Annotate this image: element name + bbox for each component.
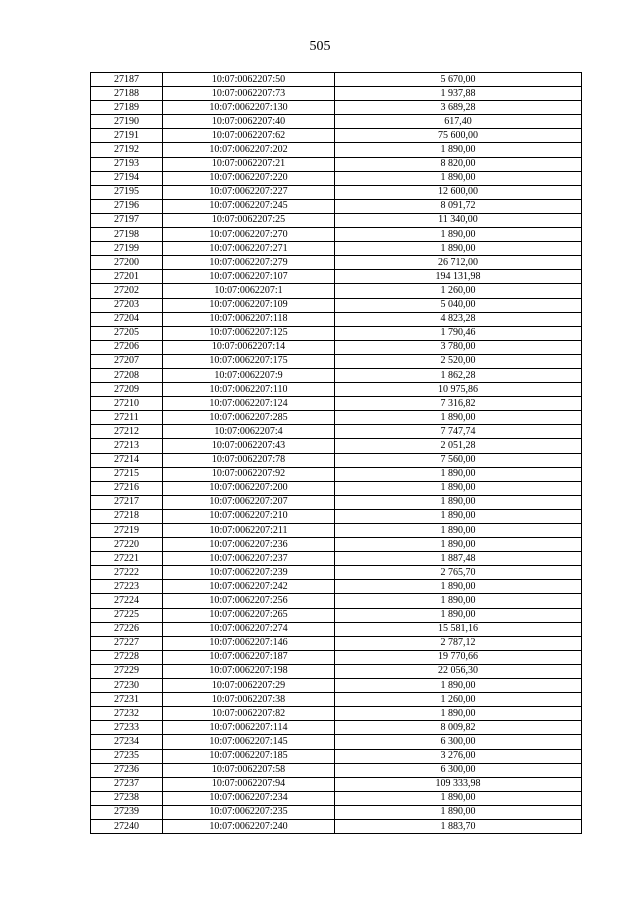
table-row [91,312,582,326]
table-row [91,805,582,819]
amount-cell: 1 890,00 [335,538,582,552]
table-row [91,256,582,270]
cadastral-number-cell: 10:07:0062207:227 [163,185,335,199]
amount-cell: 1 890,00 [335,580,582,594]
row-number-cell: 27200 [91,256,163,270]
amount-cell: 2 051,28 [335,439,582,453]
row-number-cell: 27225 [91,608,163,622]
table-row [91,650,582,664]
amount-cell: 1 890,00 [335,495,582,509]
row-number-cell: 27237 [91,777,163,791]
table-row [91,397,582,411]
row-number-cell: 27189 [91,101,163,115]
row-number-cell: 27218 [91,509,163,523]
table-row [91,777,582,791]
row-number-cell: 27223 [91,580,163,594]
amount-cell: 1 890,00 [335,524,582,538]
table-row [91,340,582,354]
table-row [91,439,582,453]
table-row [91,368,582,382]
cadastral-number-cell: 10:07:0062207:187 [163,650,335,664]
amount-cell: 5 670,00 [335,73,582,87]
row-number-cell: 27214 [91,453,163,467]
amount-cell: 6 300,00 [335,763,582,777]
amount-cell: 1 890,00 [335,679,582,693]
row-number-cell: 27217 [91,495,163,509]
amount-cell: 10 975,86 [335,383,582,397]
row-number-cell: 27206 [91,340,163,354]
cadastral-number-cell: 10:07:0062207:124 [163,397,335,411]
table-row [91,721,582,735]
row-number-cell: 27220 [91,538,163,552]
table-row [91,679,582,693]
cadastral-number-cell: 10:07:0062207:236 [163,538,335,552]
table-row [91,580,582,594]
row-number-cell: 27219 [91,524,163,538]
cadastral-number-cell: 10:07:0062207:118 [163,312,335,326]
row-number-cell: 27227 [91,636,163,650]
row-number-cell: 27207 [91,354,163,368]
page-number: 505 [309,39,331,54]
amount-cell: 2 787,12 [335,636,582,650]
cadastral-number-cell: 10:07:0062207:109 [163,298,335,312]
amount-cell: 7 560,00 [335,453,582,467]
cadastral-number-cell: 10:07:0062207:21 [163,157,335,171]
row-number-cell: 27222 [91,566,163,580]
amount-cell: 1 890,00 [335,608,582,622]
cadastral-number-cell: 10:07:0062207:125 [163,326,335,340]
amount-cell: 617,40 [335,115,582,129]
cadastral-number-cell: 10:07:0062207:211 [163,524,335,538]
row-number-cell: 27202 [91,284,163,298]
cadastral-number-cell: 10:07:0062207:43 [163,439,335,453]
row-number-cell: 27188 [91,87,163,101]
table-row [91,425,582,439]
amount-cell: 2 520,00 [335,354,582,368]
amount-cell: 1 890,00 [335,467,582,481]
amount-cell: 1 890,00 [335,411,582,425]
cadastral-number-cell: 10:07:0062207:271 [163,242,335,256]
row-number-cell: 27195 [91,185,163,199]
cadastral-number-cell: 10:07:0062207:29 [163,679,335,693]
cadastral-number-cell: 10:07:0062207:202 [163,143,335,157]
row-number-cell: 27204 [91,312,163,326]
cadastral-number-cell: 10:07:0062207:110 [163,383,335,397]
row-number-cell: 27221 [91,552,163,566]
amount-cell: 3 276,00 [335,749,582,763]
amount-cell: 1 790,46 [335,326,582,340]
data-table [90,72,582,834]
cadastral-number-cell: 10:07:0062207:82 [163,707,335,721]
row-number-cell: 27236 [91,763,163,777]
cadastral-number-cell: 10:07:0062207:240 [163,819,335,833]
amount-cell: 26 712,00 [335,256,582,270]
table-row [91,693,582,707]
amount-cell: 1 887,48 [335,552,582,566]
cadastral-number-cell: 10:07:0062207:200 [163,481,335,495]
table-row [91,608,582,622]
cadastral-number-cell: 10:07:0062207:1 [163,284,335,298]
table-row [91,707,582,721]
row-number-cell: 27210 [91,397,163,411]
row-number-cell: 27239 [91,805,163,819]
row-number-cell: 27190 [91,115,163,129]
table-row [91,213,582,227]
amount-cell: 15 581,16 [335,622,582,636]
cadastral-number-cell: 10:07:0062207:210 [163,509,335,523]
cadastral-number-cell: 10:07:0062207:279 [163,256,335,270]
row-number-cell: 27215 [91,467,163,481]
cadastral-number-cell: 10:07:0062207:242 [163,580,335,594]
row-number-cell: 27198 [91,228,163,242]
amount-cell: 1 890,00 [335,509,582,523]
cadastral-number-cell: 10:07:0062207:235 [163,805,335,819]
cadastral-number-cell: 10:07:0062207:78 [163,453,335,467]
table-row [91,242,582,256]
cadastral-number-cell: 10:07:0062207:237 [163,552,335,566]
amount-cell: 1 890,00 [335,171,582,185]
cadastral-number-cell: 10:07:0062207:4 [163,425,335,439]
table-row [91,524,582,538]
table-row [91,622,582,636]
table-row [91,664,582,678]
cadastral-number-cell: 10:07:0062207:73 [163,87,335,101]
cadastral-number-cell: 10:07:0062207:130 [163,101,335,115]
row-number-cell: 27212 [91,425,163,439]
table-row [91,467,582,481]
table-row [91,509,582,523]
row-number-cell: 27216 [91,481,163,495]
amount-cell: 11 340,00 [335,213,582,227]
row-number-cell: 27193 [91,157,163,171]
table-row [91,199,582,213]
cadastral-number-cell: 10:07:0062207:94 [163,777,335,791]
cadastral-number-cell: 10:07:0062207:92 [163,467,335,481]
row-number-cell: 27211 [91,411,163,425]
row-number-cell: 27224 [91,594,163,608]
table-row [91,115,582,129]
row-number-cell: 27208 [91,368,163,382]
table-row [91,354,582,368]
row-number-cell: 27199 [91,242,163,256]
table-row [91,566,582,580]
table-row [91,143,582,157]
cadastral-number-cell: 10:07:0062207:274 [163,622,335,636]
amount-cell: 6 300,00 [335,735,582,749]
table-row [91,298,582,312]
amount-cell: 1 890,00 [335,594,582,608]
cadastral-number-cell: 10:07:0062207:245 [163,199,335,213]
row-number-cell: 27229 [91,664,163,678]
row-number-cell: 27209 [91,383,163,397]
amount-cell: 75 600,00 [335,129,582,143]
table-row [91,411,582,425]
row-number-cell: 27228 [91,650,163,664]
row-number-cell: 27235 [91,749,163,763]
row-number-cell: 27192 [91,143,163,157]
table-row [91,270,582,284]
cadastral-number-cell: 10:07:0062207:38 [163,693,335,707]
amount-cell: 1 890,00 [335,791,582,805]
row-number-cell: 27201 [91,270,163,284]
table-row [91,495,582,509]
amount-cell: 1 937,88 [335,87,582,101]
cadastral-number-cell: 10:07:0062207:185 [163,749,335,763]
row-number-cell: 27230 [91,679,163,693]
table-body [91,73,582,834]
amount-cell: 1 883,70 [335,819,582,833]
table-row [91,735,582,749]
table-row [91,481,582,495]
row-number-cell: 27196 [91,199,163,213]
row-number-cell: 27187 [91,73,163,87]
row-number-cell: 27240 [91,819,163,833]
table-row [91,552,582,566]
table-row [91,228,582,242]
table-row [91,636,582,650]
cadastral-number-cell: 10:07:0062207:14 [163,340,335,354]
amount-cell: 1 890,00 [335,481,582,495]
amount-cell: 7 316,82 [335,397,582,411]
cadastral-number-cell: 10:07:0062207:285 [163,411,335,425]
cadastral-number-cell: 10:07:0062207:265 [163,608,335,622]
amount-cell: 1 890,00 [335,228,582,242]
cadastral-number-cell: 10:07:0062207:175 [163,354,335,368]
amount-cell: 1 862,28 [335,368,582,382]
amount-cell: 8 091,72 [335,199,582,213]
cadastral-number-cell: 10:07:0062207:62 [163,129,335,143]
cadastral-number-cell: 10:07:0062207:50 [163,73,335,87]
amount-cell: 1 890,00 [335,242,582,256]
table-row [91,101,582,115]
amount-cell: 194 131,98 [335,270,582,284]
cadastral-number-cell: 10:07:0062207:107 [163,270,335,284]
amount-cell: 1 890,00 [335,707,582,721]
table-row [91,763,582,777]
row-number-cell: 27232 [91,707,163,721]
amount-cell: 7 747,74 [335,425,582,439]
amount-cell: 109 333,98 [335,777,582,791]
amount-cell: 22 056,30 [335,664,582,678]
table-row [91,383,582,397]
table-row [91,453,582,467]
cadastral-number-cell: 10:07:0062207:25 [163,213,335,227]
amount-cell: 1 890,00 [335,143,582,157]
amount-cell: 1 890,00 [335,805,582,819]
row-number-cell: 27233 [91,721,163,735]
cadastral-number-cell: 10:07:0062207:234 [163,791,335,805]
amount-cell: 12 600,00 [335,185,582,199]
cadastral-number-cell: 10:07:0062207:256 [163,594,335,608]
row-number-cell: 27213 [91,439,163,453]
amount-cell: 2 765,70 [335,566,582,580]
table-row [91,594,582,608]
amount-cell: 1 260,00 [335,693,582,707]
cadastral-number-cell: 10:07:0062207:40 [163,115,335,129]
table-row [91,538,582,552]
row-number-cell: 27231 [91,693,163,707]
table-row [91,157,582,171]
cadastral-number-cell: 10:07:0062207:9 [163,368,335,382]
amount-cell: 1 260,00 [335,284,582,298]
amount-cell: 5 040,00 [335,298,582,312]
cadastral-number-cell: 10:07:0062207:207 [163,495,335,509]
amount-cell: 8 009,82 [335,721,582,735]
row-number-cell: 27226 [91,622,163,636]
table-row [91,749,582,763]
table-row [91,129,582,143]
row-number-cell: 27205 [91,326,163,340]
row-number-cell: 27191 [91,129,163,143]
cadastral-number-cell: 10:07:0062207:198 [163,664,335,678]
cadastral-number-cell: 10:07:0062207:58 [163,763,335,777]
amount-cell: 3 780,00 [335,340,582,354]
cadastral-number-cell: 10:07:0062207:239 [163,566,335,580]
cadastral-number-cell: 10:07:0062207:146 [163,636,335,650]
amount-cell: 8 820,00 [335,157,582,171]
amount-cell: 4 823,28 [335,312,582,326]
table-row [91,791,582,805]
table-row [91,171,582,185]
row-number-cell: 27203 [91,298,163,312]
amount-cell: 19 770,66 [335,650,582,664]
row-number-cell: 27238 [91,791,163,805]
table-row [91,87,582,101]
table-row [91,73,582,87]
cadastral-number-cell: 10:07:0062207:114 [163,721,335,735]
cadastral-number-cell: 10:07:0062207:220 [163,171,335,185]
table-row [91,185,582,199]
row-number-cell: 27194 [91,171,163,185]
amount-cell: 3 689,28 [335,101,582,115]
cadastral-number-cell: 10:07:0062207:270 [163,228,335,242]
table-row [91,284,582,298]
cadastral-number-cell: 10:07:0062207:145 [163,735,335,749]
row-number-cell: 27197 [91,213,163,227]
table-row [91,326,582,340]
table-row [91,819,582,833]
row-number-cell: 27234 [91,735,163,749]
